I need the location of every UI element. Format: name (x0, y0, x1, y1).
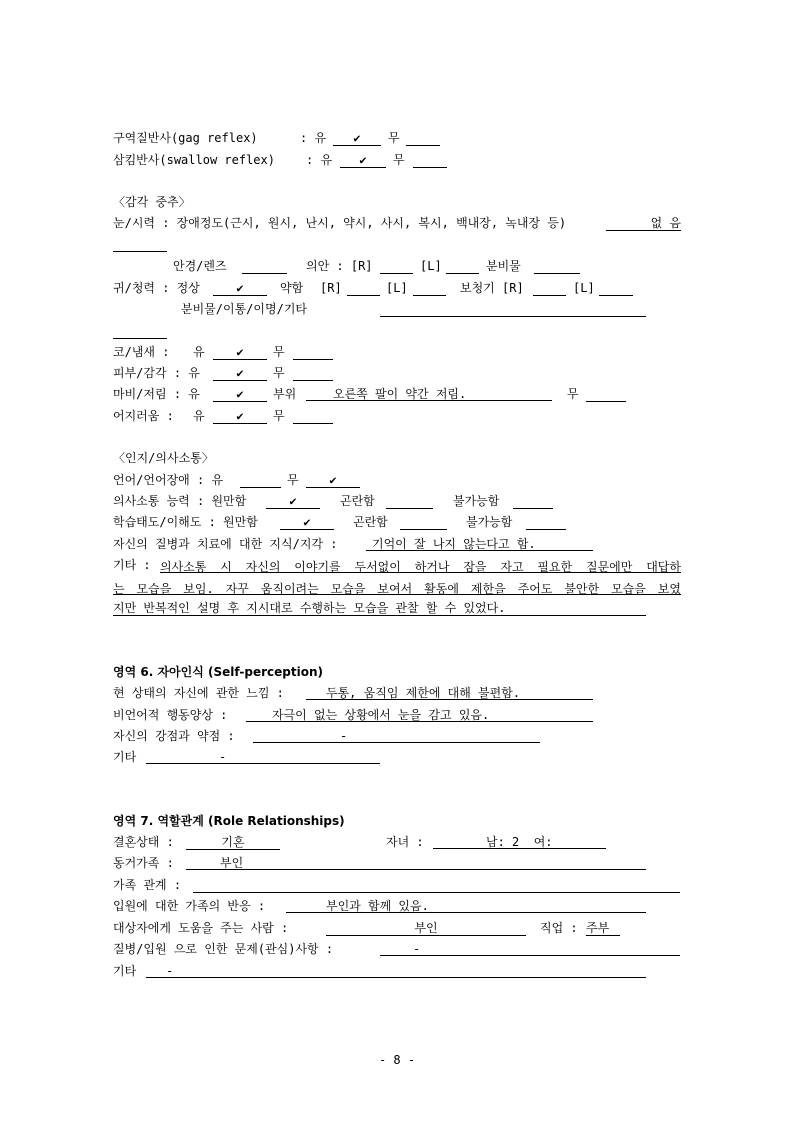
skin-no-blank[interactable] (293, 365, 333, 381)
nonverbal-value[interactable]: 자극이 없는 상황에서 눈을 감고 있음. (246, 707, 593, 722)
cognition-heading: 〈인지/의사소통〉 (113, 451, 214, 465)
skin-label: 피부/감각 : 유 (113, 366, 200, 380)
cognition-etc-line1[interactable]: 의사소통 시 자신의 이야기를 두서없이 하거나 잠을 자고 필요한 질문에만 대답하 (160, 560, 681, 574)
nose-yes-label: 유 (193, 345, 205, 359)
learn-impossible-blank[interactable] (526, 514, 566, 530)
dizzy-yes-label: 유 (193, 409, 205, 423)
job-value[interactable]: 주부 (586, 920, 620, 936)
self-perception-heading: 영역 6. 자아인식 (Self-perception) (113, 665, 323, 679)
comm-label: 의사소통 능력 : 원만함 (113, 494, 247, 508)
cognition-etc-line3[interactable]: 지만 반복적인 설명 후 지시대로 수행하는 모습을 관찰 할 수 있었다. (113, 600, 646, 616)
learn-label: 학습태도/이해도 : 원만함 (113, 515, 258, 529)
comm-hard-label: 곤란함 (340, 494, 375, 508)
numb-no-blank[interactable] (586, 386, 626, 402)
comm-hard-blank[interactable] (386, 493, 433, 509)
job-label: 직업 : (540, 921, 578, 935)
swallow-reflex-sep: : 유 (306, 153, 333, 167)
family-value[interactable] (193, 877, 680, 893)
ear-etc-label: 분비물/이통/이명/기타 (181, 302, 308, 316)
marital-value[interactable]: 기혼 (186, 834, 280, 850)
cohabit-label: 동거가족 : (113, 856, 174, 870)
children-label: 자녀 : (386, 835, 424, 849)
speech-no-label: 무 (287, 473, 299, 487)
gag-reflex-label: 구역질반사(gag reflex) (113, 131, 258, 145)
numb-yes[interactable]: ✔ (213, 386, 267, 402)
helper-label: 대상자에게 도움을 주는 사람 : (113, 921, 289, 935)
self-etc-label: 기타 (113, 750, 137, 764)
marital-label: 결혼상태 : (113, 835, 174, 849)
vision-label: 눈/시력 : 장애정도(근시, 원시, 난시, 약시, 사시, 복시, 백내장, 녹내장 등) (113, 216, 567, 230)
knowledge-label: 자신의 질병과 치료에 대한 지식/지각 : (113, 537, 338, 551)
numb-site-label: 부위 (273, 387, 297, 401)
comm-good[interactable]: ✔ (266, 493, 320, 509)
prosthesis-l-blank[interactable] (446, 258, 479, 274)
hearing-label: 귀/청력 : 정상 (113, 281, 200, 295)
gag-reflex-no-blank[interactable] (406, 130, 440, 146)
ear-etc-blank-cont[interactable] (113, 323, 167, 339)
feeling-value[interactable]: 두통, 움직임 제한에 대해 불편함. (306, 685, 593, 700)
hearing-r-label: [R] (320, 281, 342, 295)
learn-good[interactable]: ✔ (280, 514, 334, 530)
learn-hard-label: 곤란함 (353, 515, 388, 529)
senses-heading: 〈감각 중추〉 (113, 195, 191, 209)
hearing-aid-r-blank[interactable] (533, 280, 566, 296)
ear-etc-blank[interactable] (380, 301, 646, 317)
learn-impossible-label: 불가능함 (466, 515, 513, 529)
gag-reflex-yes[interactable]: ✔ (333, 130, 381, 146)
strength-label: 자신의 강점과 약점 : (113, 729, 235, 743)
prosthesis-l-label: [L] (420, 259, 442, 273)
glasses-blank[interactable] (242, 258, 287, 274)
role-heading: 영역 7. 역할관계 (Role Relationships) (113, 814, 345, 828)
knowledge-value[interactable]: 기억이 잘 나지 않는다고 함. (366, 536, 593, 551)
speech-yes-blank[interactable] (240, 472, 281, 488)
comm-impossible-blank[interactable] (513, 493, 553, 509)
reaction-label: 입원에 대한 가족의 반응 : (113, 899, 266, 913)
numb-site[interactable]: 오른쪽 팔이 약간 저림. (306, 386, 552, 401)
dizzy-no-label: 무 (273, 409, 285, 423)
swallow-reflex-no-label: 무 (393, 153, 405, 167)
cognition-etc-line2[interactable]: 는 모습을 보임. 자꾸 움직이려는 모습을 보여서 활동에 제한을 주어도 불안한 모습을 보였 (113, 582, 681, 596)
prosthesis-r-blank[interactable] (380, 258, 413, 274)
nose-label: 코/냄새 : (113, 345, 170, 359)
numb-no-label: 무 (567, 387, 579, 401)
skin-no-label: 무 (273, 366, 285, 380)
hearing-l-label: [L] (386, 281, 408, 295)
hearing-weak-label: 약함 (280, 281, 304, 295)
gag-reflex-sep: : 유 (300, 131, 327, 145)
page-number: - 8 - (378, 1053, 416, 1067)
children-value[interactable]: 남: 2 여: (433, 834, 606, 849)
cohabit-value[interactable]: 부인 (186, 855, 646, 870)
cognition-etc-label: 기타 : (113, 558, 151, 572)
speech-label: 언어/언어장애 : 유 (113, 473, 224, 487)
speech-no[interactable]: ✔ (306, 472, 360, 488)
nose-yes[interactable]: ✔ (213, 344, 267, 360)
feeling-label: 현 상태의 자신에 관한 느낌 : (113, 686, 284, 700)
hearing-aid-label: 보청기 [R] (460, 281, 524, 295)
skin-yes[interactable]: ✔ (213, 365, 267, 381)
problem-label: 질병/입원 으로 인한 문제(관심)사항 : (113, 942, 334, 956)
nose-no-blank[interactable] (293, 344, 333, 360)
swallow-reflex-label: 삼킴반사(swallow reflex) (113, 153, 275, 167)
strength-value[interactable]: - (253, 728, 540, 743)
vision-value-cont[interactable] (113, 236, 167, 252)
vision-value[interactable]: 없 음 (606, 215, 681, 231)
nonverbal-label: 비언어적 행동양상 : (113, 708, 228, 722)
dizzy-no-blank[interactable] (293, 408, 333, 424)
discharge-blank[interactable] (534, 258, 580, 274)
hearing-r-blank[interactable] (347, 280, 380, 296)
discharge-label: 분비물 (486, 259, 521, 273)
hearing-l-blank[interactable] (413, 280, 446, 296)
dizzy-label: 어지러움 : (113, 409, 174, 423)
learn-hard-blank[interactable] (400, 514, 447, 530)
problem-value[interactable]: - (380, 941, 680, 956)
dizzy-yes[interactable]: ✔ (213, 408, 267, 424)
role-etc-value[interactable]: - (146, 963, 646, 978)
self-etc-value[interactable]: - (146, 749, 380, 764)
hearing-aid-l-label: [L] (573, 281, 595, 295)
numb-label: 마비/저림 : 유 (113, 387, 200, 401)
swallow-reflex-yes[interactable]: ✔ (340, 152, 386, 168)
nose-no-label: 무 (273, 345, 285, 359)
prosthesis-label: 의안 : [R] (306, 259, 373, 273)
reaction-value[interactable]: 부인과 함께 있음. (286, 898, 646, 913)
glasses-label: 안경/렌즈 (173, 259, 227, 273)
gag-reflex-no-label: 무 (388, 131, 400, 145)
role-etc-label: 기타 (113, 964, 137, 978)
hearing-normal[interactable]: ✔ (213, 280, 267, 296)
helper-value[interactable]: 부인 (326, 920, 526, 936)
comm-impossible-label: 불가능함 (453, 494, 500, 508)
hearing-aid-l-blank[interactable] (599, 280, 633, 296)
family-label: 가족 관계 : (113, 878, 182, 892)
swallow-reflex-no-blank[interactable] (413, 152, 447, 168)
